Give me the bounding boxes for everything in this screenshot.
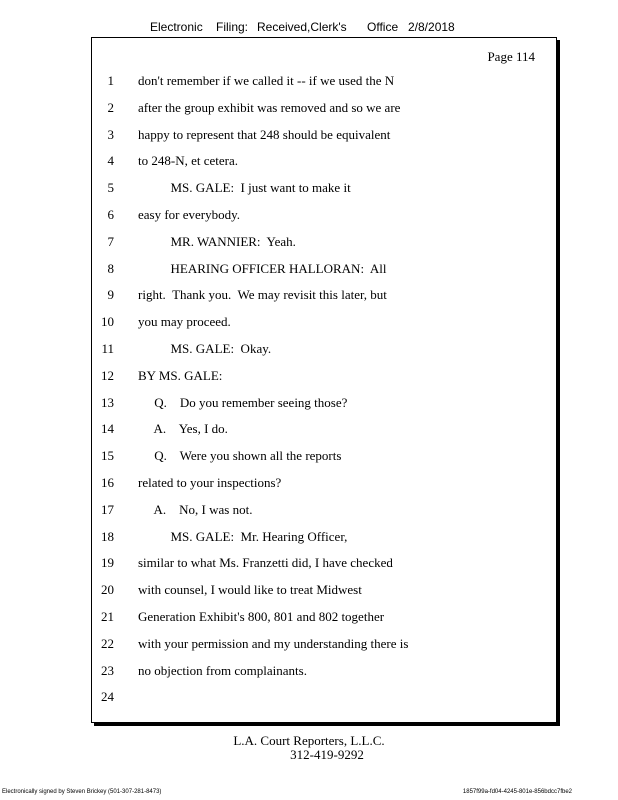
line-text: MR. WANNIER: Yeah. bbox=[138, 233, 296, 249]
line-number: 7 bbox=[107, 233, 114, 249]
line-text: to 248-N, et cetera. bbox=[138, 153, 238, 169]
transcript-line bbox=[0, 261, 618, 279]
transcript-line bbox=[0, 180, 618, 198]
transcript-line bbox=[0, 314, 618, 332]
reporter-company: L.A. Court Reporters, L.L.C. bbox=[233, 733, 385, 748]
line-text: MS. GALE: I just want to make it bbox=[138, 180, 351, 196]
line-text: you may proceed. bbox=[138, 314, 231, 330]
transcript-line bbox=[0, 287, 618, 305]
line-text: Q. Were you shown all the reports bbox=[138, 448, 342, 464]
transcript-line bbox=[0, 663, 618, 681]
transcript-line bbox=[0, 234, 618, 252]
line-text: related to your inspections? bbox=[138, 475, 282, 490]
transcript-line bbox=[0, 395, 618, 413]
line-text: no objection from complainants. bbox=[138, 662, 307, 678]
line-text: with your permission and my understanding there is bbox=[138, 635, 409, 651]
filing-word-office: Office bbox=[367, 20, 399, 34]
line-text: with counsel, I would like to treat Midwest bbox=[138, 582, 362, 598]
line-number: 19 bbox=[101, 555, 114, 571]
transcript-line bbox=[0, 368, 618, 386]
line-text: A. Yes, I do. bbox=[138, 421, 228, 437]
line-text: MS. GALE: Okay. bbox=[138, 341, 272, 356]
line-number: 16 bbox=[101, 475, 114, 490]
line-number: 1 bbox=[107, 73, 114, 88]
line-text: after the group exhibit was removed and so we are bbox=[138, 99, 401, 115]
line-number: 3 bbox=[107, 126, 114, 142]
transcript-line bbox=[0, 475, 618, 493]
line-number: 2 bbox=[107, 99, 114, 115]
transcript-line bbox=[0, 555, 618, 573]
transcript-line bbox=[0, 582, 618, 600]
line-number: 9 bbox=[107, 287, 114, 303]
transcript-line bbox=[0, 127, 618, 145]
transcript-line bbox=[0, 207, 618, 225]
transcript-line bbox=[0, 609, 618, 627]
transcript-line bbox=[0, 689, 618, 707]
line-number: 22 bbox=[101, 635, 114, 651]
line-number: 4 bbox=[107, 153, 114, 169]
transcript-line bbox=[0, 73, 618, 91]
transcript-line bbox=[0, 529, 618, 547]
page-number: Page 114 bbox=[487, 49, 535, 64]
line-text: HEARING OFFICER HALLORAN: All bbox=[138, 260, 387, 276]
line-number: 12 bbox=[101, 367, 114, 383]
line-text: MS. GALE: Mr. Hearing Officer, bbox=[138, 528, 348, 544]
line-number: 10 bbox=[101, 314, 114, 330]
line-number: 21 bbox=[101, 609, 114, 624]
line-text: A. No, I was not. bbox=[138, 501, 253, 517]
line-number: 18 bbox=[101, 528, 114, 544]
signature-id: 1857f99a-fd04-4245-801e-856bdcc7fbe2 bbox=[462, 789, 572, 795]
line-number: 14 bbox=[101, 421, 114, 437]
transcript-line bbox=[0, 421, 618, 439]
line-text: easy for everybody. bbox=[138, 207, 241, 222]
line-text: happy to represent that 248 should be equivalent bbox=[138, 126, 391, 142]
line-text: right. Thank you. We may revisit this later, but bbox=[138, 287, 387, 303]
line-number: 8 bbox=[107, 260, 114, 276]
line-text: BY MS. GALE: bbox=[138, 367, 223, 383]
transcript-line bbox=[0, 100, 618, 118]
line-text: Q. Do you remember seeing those? bbox=[138, 394, 348, 410]
line-text: don't remember if we called it -- if we used the N bbox=[138, 73, 395, 88]
line-number: 5 bbox=[107, 180, 114, 196]
transcript-line bbox=[0, 448, 618, 466]
transcript-line bbox=[0, 153, 618, 171]
transcript-line bbox=[0, 502, 618, 520]
line-number: 11 bbox=[101, 341, 114, 356]
line-number: 17 bbox=[101, 501, 114, 517]
filing-word-received: Received,Clerk's bbox=[257, 20, 347, 34]
line-number: 6 bbox=[107, 207, 114, 222]
line-text: similar to what Ms. Franzetti did, I have checked bbox=[138, 555, 393, 571]
transcript-line bbox=[0, 341, 618, 359]
line-number: 24 bbox=[101, 689, 114, 705]
line-number: 23 bbox=[101, 662, 114, 678]
filing-date: 2/8/2018 bbox=[408, 20, 455, 34]
transcript-line bbox=[0, 636, 618, 654]
line-number: 13 bbox=[101, 394, 114, 410]
line-number: 15 bbox=[101, 448, 114, 464]
filing-word-filing: Filing: bbox=[216, 20, 249, 34]
line-number: 20 bbox=[101, 582, 114, 598]
reporter-phone: 312-419-9292 bbox=[290, 747, 364, 762]
line-text: Generation Exhibit's 800, 801 and 802 together bbox=[138, 609, 385, 624]
footer bbox=[0, 734, 618, 762]
filing-header bbox=[0, 20, 618, 36]
electronic-signature: Electronically signed by Steven Brickey (501-307-281-8473) bbox=[2, 789, 162, 795]
filing-word-electronic: Electronic bbox=[150, 20, 203, 34]
